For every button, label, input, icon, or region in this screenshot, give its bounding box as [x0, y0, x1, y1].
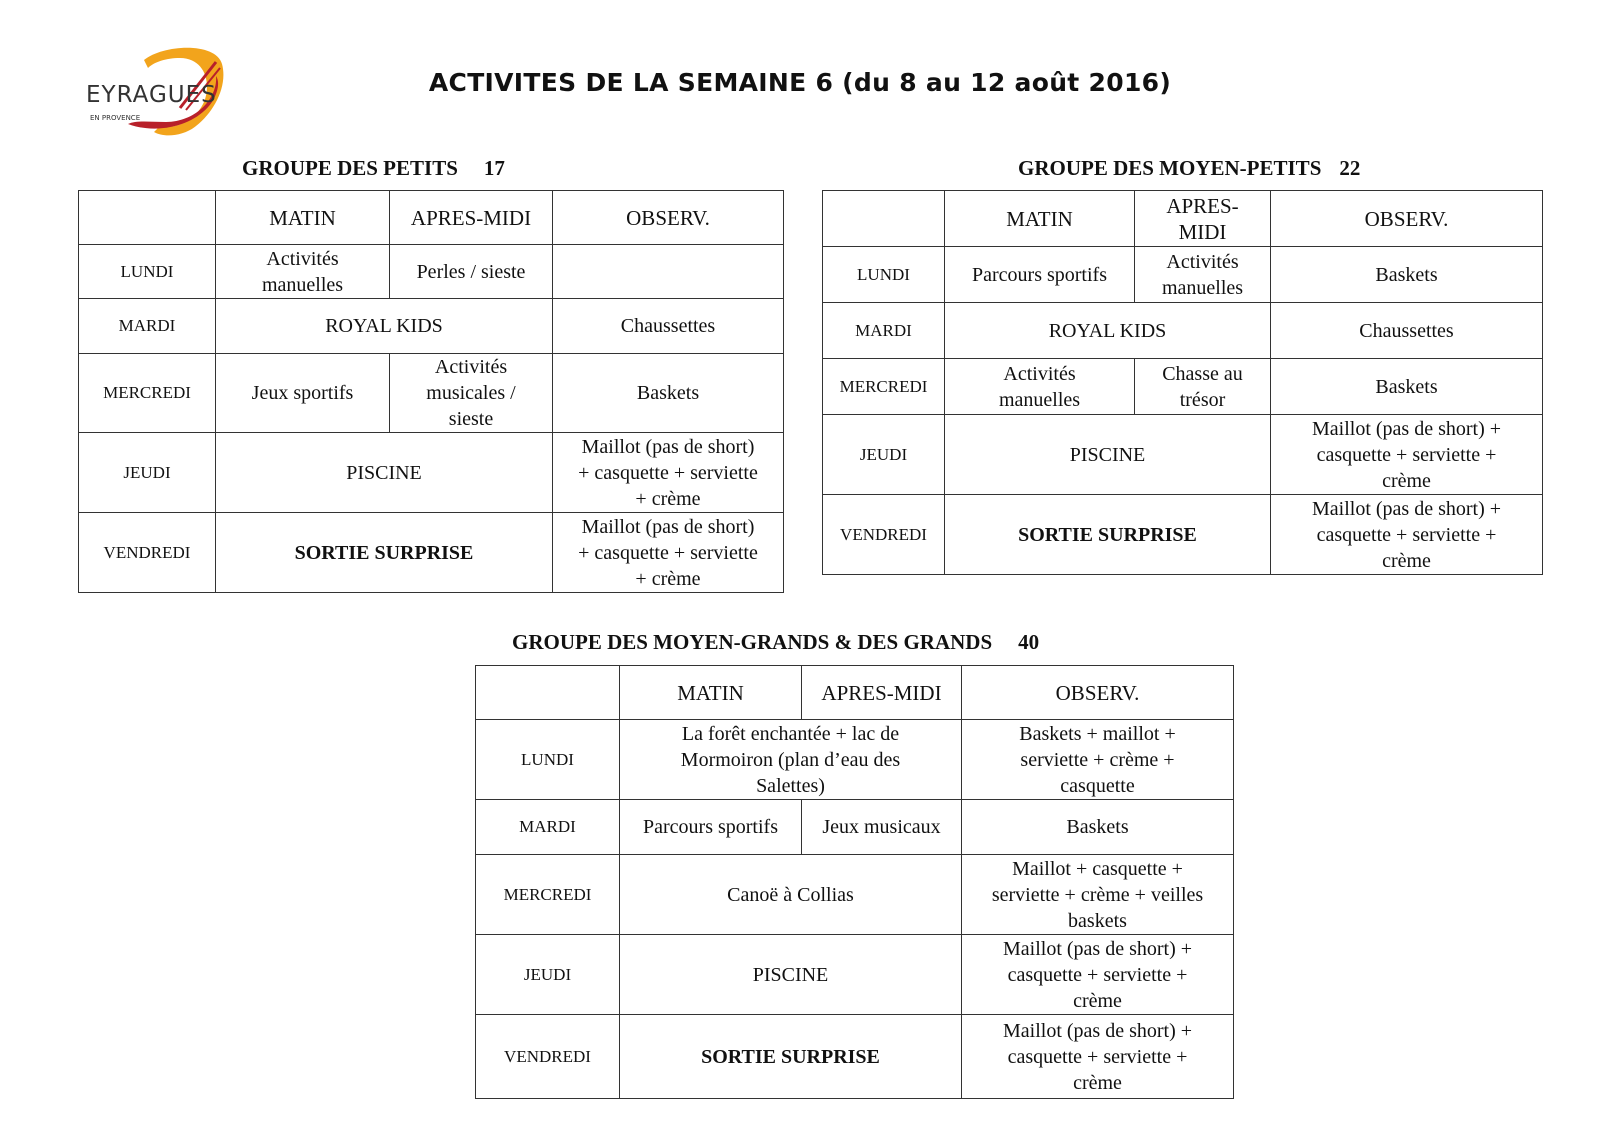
apres-midi-cell: Activités manuelles	[1135, 247, 1271, 303]
activity-cell: SORTIE SURPRISE	[216, 513, 553, 593]
col-header-observ: OBSERV.	[553, 191, 784, 245]
group-name: GROUPE DES MOYEN-PETITS	[1018, 156, 1322, 180]
activity-cell: SORTIE SURPRISE	[620, 1015, 962, 1099]
matin-cell: Parcours sportifs	[620, 800, 802, 855]
apres-midi-cell: Activités musicales / sieste	[390, 354, 553, 433]
row-jeudi	[476, 935, 1234, 1015]
matin-cell: Activités manuelles	[945, 359, 1135, 415]
observ-cell: Maillot (pas de short) + casquette + serviette + crème	[962, 1015, 1234, 1099]
day-cell: VENDREDI	[79, 513, 216, 593]
header-row	[476, 666, 1234, 720]
row-mercredi	[79, 354, 784, 433]
page-title: ACTIVITES DE LA SEMAINE 6 (du 8 au 12 août 2016)	[428, 68, 1172, 97]
row-lundi	[823, 247, 1543, 303]
activity-cell: ROYAL KIDS	[216, 299, 553, 354]
observ-cell: Baskets	[553, 354, 784, 433]
group-title-grands	[512, 630, 1039, 655]
corner-cell	[823, 191, 945, 247]
corner-cell	[476, 666, 620, 720]
matin-cell: Jeux sportifs	[216, 354, 390, 433]
group-count: 22	[1339, 156, 1361, 180]
row-mardi	[79, 299, 784, 354]
group-count: 40	[1018, 630, 1040, 654]
day-cell: VENDREDI	[476, 1015, 620, 1099]
apres-midi-cell: Chasse au trésor	[1135, 359, 1271, 415]
row-mardi	[823, 303, 1543, 359]
day-cell: MERCREDI	[823, 359, 945, 415]
row-mercredi	[476, 855, 1234, 935]
apres-midi-cell: Jeux musicaux	[802, 800, 962, 855]
row-vendredi	[79, 513, 784, 593]
header-row	[823, 191, 1543, 247]
matin-cell: Parcours sportifs	[945, 247, 1135, 303]
logo-subtext: EN PROVENCE	[90, 114, 141, 122]
activity-cell: ROYAL KIDS	[945, 303, 1271, 359]
activity-cell: PISCINE	[620, 935, 962, 1015]
observ-cell: Baskets	[1271, 359, 1543, 415]
col-header-apres-midi: APRES-MIDI	[802, 666, 962, 720]
observ-cell: Maillot (pas de short) + casquette + serviette + crème	[553, 433, 784, 513]
matin-cell: Activités manuelles	[216, 245, 390, 299]
day-cell: JEUDI	[476, 935, 620, 1015]
corner-cell	[79, 191, 216, 245]
apres-midi-cell: Perles / sieste	[390, 245, 553, 299]
observ-cell: Chaussettes	[553, 299, 784, 354]
observ-cell: Maillot (pas de short) + casquette + serviette + crème	[553, 513, 784, 593]
activity-cell: PISCINE	[945, 415, 1271, 495]
col-header-apres-midi: APRES- MIDI	[1135, 191, 1271, 247]
row-lundi	[79, 245, 784, 299]
activity-cell: La forêt enchantée + lac de Mormoiron (plan d’eau des Salettes)	[620, 720, 962, 800]
activity-cell: Canoë à Collias	[620, 855, 962, 935]
table-moyen-petits	[822, 190, 1543, 575]
row-mercredi	[823, 359, 1543, 415]
row-vendredi	[476, 1015, 1234, 1099]
observ-cell: Maillot (pas de short) + casquette + serviette + crème	[962, 935, 1234, 1015]
col-header-matin: MATIN	[216, 191, 390, 245]
day-cell: MARDI	[79, 299, 216, 354]
day-cell: JEUDI	[79, 433, 216, 513]
row-jeudi	[79, 433, 784, 513]
day-cell: LUNDI	[823, 247, 945, 303]
row-lundi	[476, 720, 1234, 800]
row-vendredi	[823, 495, 1543, 575]
header-row	[79, 191, 784, 245]
group-title-petits	[242, 156, 505, 181]
day-cell: LUNDI	[476, 720, 620, 800]
day-cell: MARDI	[476, 800, 620, 855]
day-cell: MARDI	[823, 303, 945, 359]
day-cell: MERCREDI	[79, 354, 216, 433]
observ-cell: Baskets	[962, 800, 1234, 855]
day-cell: MERCREDI	[476, 855, 620, 935]
observ-cell	[553, 245, 784, 299]
table-grands	[475, 665, 1234, 1099]
col-header-observ: OBSERV.	[962, 666, 1234, 720]
day-cell: VENDREDI	[823, 495, 945, 575]
observ-cell: Baskets	[1271, 247, 1543, 303]
col-header-matin: MATIN	[620, 666, 802, 720]
eyragues-logo	[84, 42, 234, 140]
observ-cell: Chaussettes	[1271, 303, 1543, 359]
group-count: 17	[483, 156, 505, 180]
day-cell: LUNDI	[79, 245, 216, 299]
col-header-observ: OBSERV.	[1271, 191, 1543, 247]
col-header-matin: MATIN	[945, 191, 1135, 247]
observ-cell: Baskets + maillot + serviette + crème + casquette	[962, 720, 1234, 800]
activity-cell: PISCINE	[216, 433, 553, 513]
observ-cell: Maillot + casquette + serviette + crème + veilles baskets	[962, 855, 1234, 935]
group-name: GROUPE DES MOYEN-GRANDS & DES GRANDS	[512, 630, 993, 654]
logo-wordmark: EYRAGUES	[86, 82, 217, 108]
observ-cell: Maillot (pas de short) + casquette + serviette + crème	[1271, 495, 1543, 575]
day-cell: JEUDI	[823, 415, 945, 495]
observ-cell: Maillot (pas de short) + casquette + serviette + crème	[1271, 415, 1543, 495]
row-jeudi	[823, 415, 1543, 495]
group-title-moyen-petits	[1018, 156, 1360, 181]
row-mardi	[476, 800, 1234, 855]
col-header-apres-midi: APRES-MIDI	[390, 191, 553, 245]
group-name: GROUPE DES PETITS	[242, 156, 458, 180]
activity-cell: SORTIE SURPRISE	[945, 495, 1271, 575]
table-petits	[78, 190, 784, 593]
